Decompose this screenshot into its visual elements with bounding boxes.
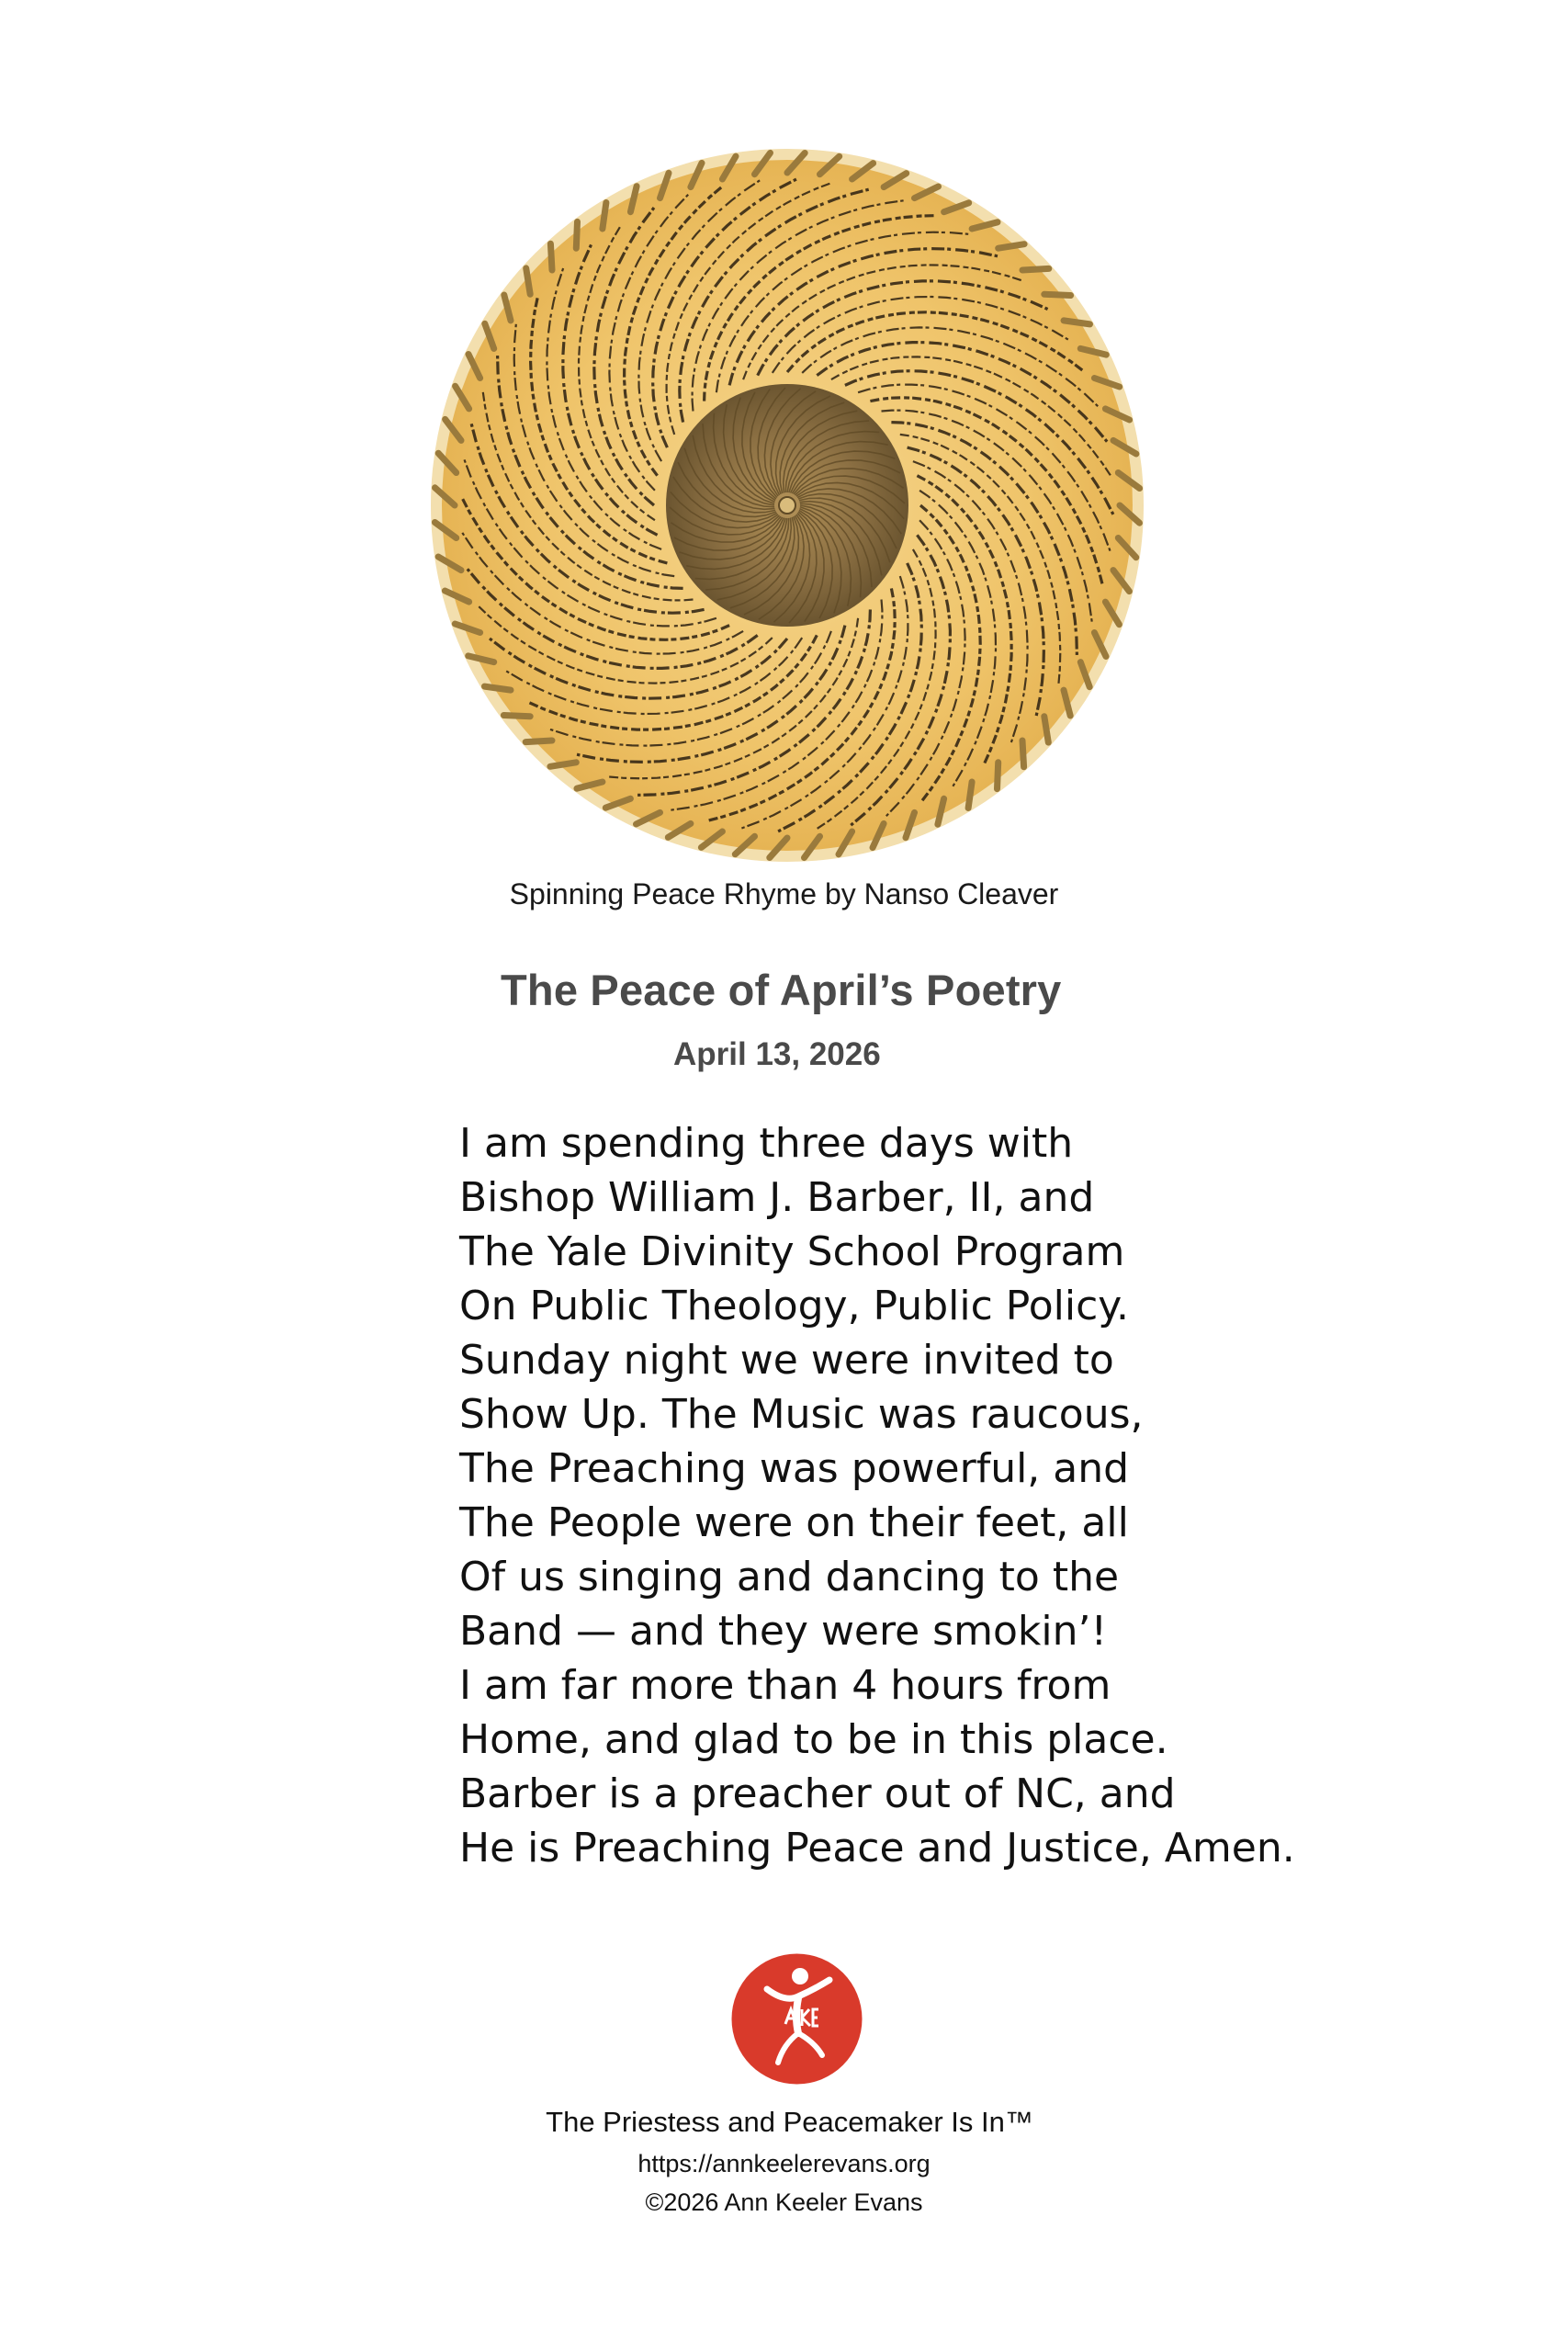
rim-mark — [968, 782, 972, 808]
rim-mark — [550, 763, 576, 767]
poem-body — [459, 1116, 1516, 1875]
rim-mark — [576, 221, 577, 248]
rim-mark — [998, 244, 1024, 249]
poem-line: Sunday night we were invited to — [459, 1337, 1114, 1384]
poem-line: The People were on their feet, all — [459, 1499, 1129, 1546]
rim-mark — [603, 203, 606, 230]
rim-mark — [525, 741, 552, 742]
poem-line: Band — and they were smokin’! — [459, 1608, 1108, 1655]
rim-mark — [1022, 741, 1024, 767]
poem-line: Bishop William J. Barber, II, and — [459, 1174, 1095, 1221]
footer-copyright: ©2026 Ann Keeler Evans — [645, 2188, 923, 2216]
rim-mark — [503, 716, 530, 717]
rim-mark — [526, 268, 531, 294]
footer-website-link[interactable]: https://annkeelerevans.org — [637, 2150, 931, 2177]
rim-mark — [550, 243, 552, 270]
ake-logo — [730, 1952, 863, 2086]
artwork-caption: Spinning Peace Rhyme by Nanso Cleaver — [509, 877, 1059, 910]
spinning-peace-artwork — [429, 147, 1145, 864]
poem-line: I am far more than 4 hours from — [459, 1662, 1111, 1709]
poem-line: The Preaching was powerful, and — [459, 1445, 1130, 1492]
poem-line: Of us singing and dancing to the — [459, 1554, 1120, 1600]
rim-mark — [1064, 321, 1090, 324]
ake-dancer-logo-icon — [730, 1952, 863, 2086]
poem-line: Barber is a preacher out of NC, and — [459, 1770, 1176, 1817]
poem-line: The Yale Divinity School Program — [459, 1228, 1125, 1275]
rim-mark — [1022, 268, 1049, 270]
footer-tagline: The Priestess and Peacemaker Is In™ — [546, 2106, 1033, 2138]
poem-line: Home, and glad to be in this place. — [459, 1716, 1168, 1763]
disc-center-knob — [779, 497, 795, 514]
rim-mark — [485, 686, 512, 690]
poem-line: Show Up. The Music was raucous, — [459, 1391, 1144, 1438]
page-date: April 13, 2026 — [673, 1036, 881, 1072]
poem-line: On Public Theology, Public Policy. — [459, 1283, 1130, 1329]
spinning-peace-disc-image — [429, 147, 1145, 864]
rim-mark — [1044, 294, 1071, 295]
rim-mark — [1044, 717, 1049, 742]
page-title: The Peace of April’s Poetry — [501, 966, 1062, 1014]
poem-line: He is Preaching Peace and Justice, Amen. — [459, 1825, 1295, 1871]
poem-line: I am spending three days with — [459, 1120, 1074, 1167]
